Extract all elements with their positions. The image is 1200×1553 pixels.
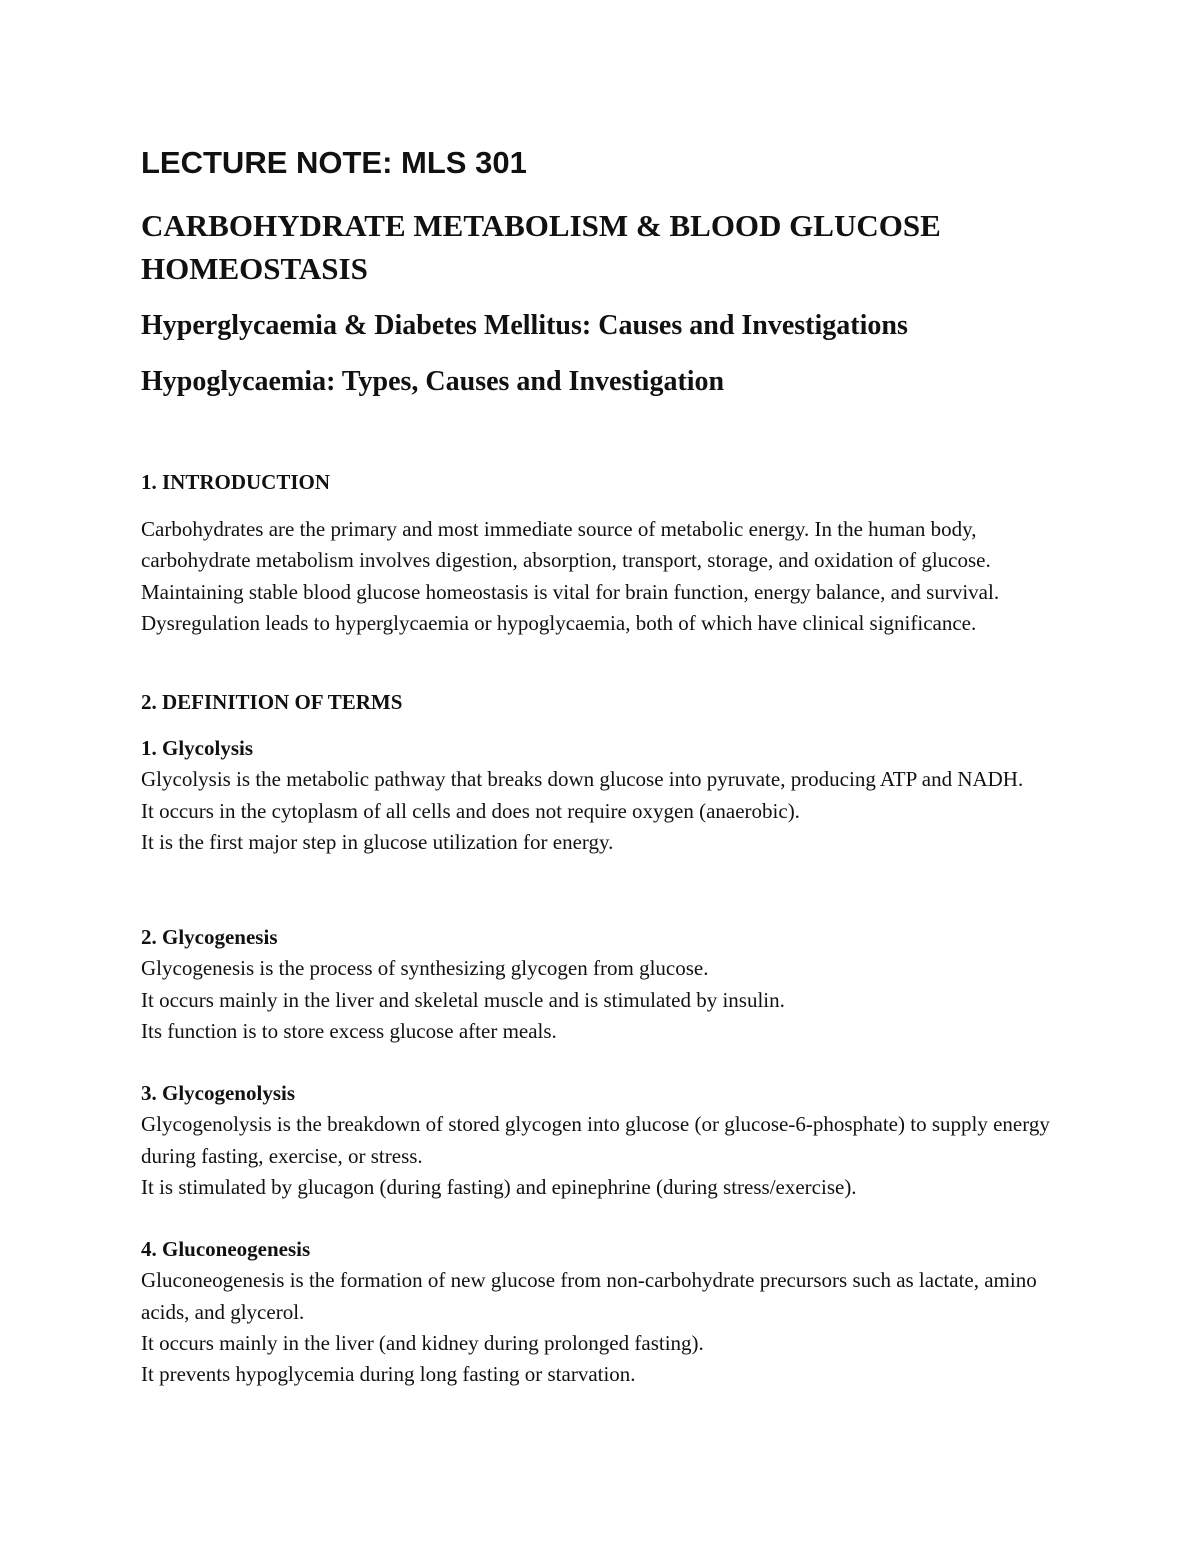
- term-gluconeogenesis: [141, 1234, 1071, 1390]
- term-line: It occurs in the cytoplasm of all cells and does not require oxygen (anaerobic).: [141, 798, 800, 823]
- course-title: LECTURE NOTE: MLS 301: [141, 145, 527, 180]
- introduction-paragraph: Carbohydrates are the primary and most immediate source of metabolic energy. In the human body, carbohydrate metabolism involves digestion, absorption, transport, storage, and oxidation of glucose. Maintaining stable blood glucose homeostasis is vital for brain function, energy balance, and survival. Dysregulation leads to hyperglycaemia or hypoglycaemia, both of which have clinical significance.: [141, 517, 1000, 635]
- introduction-heading: 1. INTRODUCTION: [141, 470, 331, 494]
- term-title: 4. Gluconeogenesis: [141, 1237, 311, 1261]
- term-line: It prevents hypoglycemia during long fasting or starvation.: [141, 1362, 636, 1387]
- subtitle-hyperglycaemia: Hyperglycaemia & Diabetes Mellitus: Causes and Investigations: [141, 310, 908, 341]
- term-title: 2. Glycogenesis: [141, 925, 278, 949]
- term-title: 1. Glycolysis: [141, 736, 254, 760]
- term-line: Its function is to store excess glucose after meals.: [141, 1018, 557, 1043]
- document-title: CARBOHYDRATE METABOLISM & BLOOD GLUCOSE HOMEOSTASIS: [141, 208, 941, 286]
- term-line: Glycogenesis is the process of synthesizing glycogen from glucose.: [141, 956, 709, 981]
- term-glycolysis: [141, 733, 1071, 858]
- subtitle-hypoglycaemia: Hypoglycaemia: Types, Causes and Investigation: [141, 366, 725, 397]
- term-glycogenolysis: [141, 1078, 1071, 1203]
- term-line: It occurs mainly in the liver (and kidney during prolonged fasting).: [141, 1330, 704, 1355]
- definitions-heading: 2. DEFINITION OF TERMS: [141, 690, 403, 714]
- term-line: Gluconeogenesis is the formation of new glucose from non-carbohydrate precursors such as lactate, amino acids, and glycerol.: [141, 1268, 1037, 1324]
- term-glycogenesis: [141, 922, 1071, 1047]
- term-line: Glycogenolysis is the breakdown of stored glycogen into glucose (or glucose-6-phosphate) to supply energy during fasting, exercise, or stress.: [141, 1112, 1050, 1168]
- term-line: Glycolysis is the metabolic pathway that breaks down glucose into pyruvate, producing ATP and NADH.: [141, 767, 1024, 792]
- term-title: 3. Glycogenolysis: [141, 1081, 296, 1105]
- term-line: It occurs mainly in the liver and skeletal muscle and is stimulated by insulin.: [141, 987, 785, 1012]
- term-line: It is the first major step in glucose utilization for energy.: [141, 829, 614, 854]
- term-line: It is stimulated by glucagon (during fasting) and epinephrine (during stress/exercise).: [141, 1174, 857, 1199]
